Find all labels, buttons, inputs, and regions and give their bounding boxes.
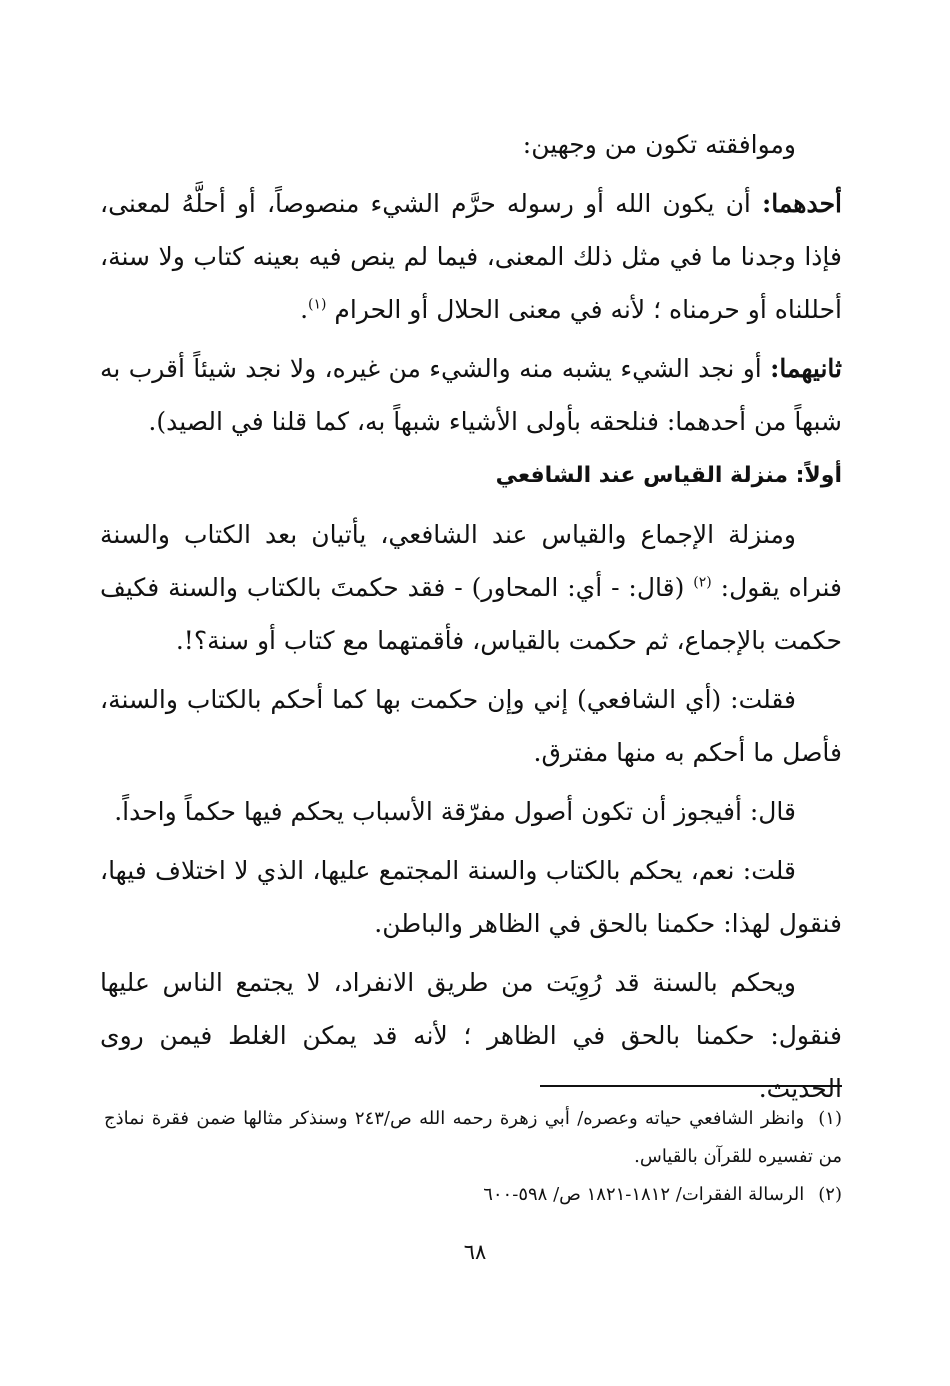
second-point-paragraph xyxy=(100,342,842,448)
intro-paragraph: وموافقته تكون من وجهين: xyxy=(522,130,796,159)
footnote-divider xyxy=(540,1085,842,1087)
footnote-1-text: وانظر الشافعي حياته وعصره/ أبي زهرة رحمه الله ص/٢٤٣ وسنذكر مثالها ضمن فقرة نماذج من تفسيره للقرآن بالقياس. xyxy=(104,1108,842,1167)
footnotes xyxy=(104,1100,842,1214)
page-number: ٦٨ xyxy=(463,1240,487,1264)
paragraph-ijma-qiyas xyxy=(100,508,842,667)
first-point-text: أن يكون الله أو رسوله حرَّم الشيء منصوصاً، أو أحلَّهُ لمعنى، فإذا وجدنا ما في مثل ذلك المعنى، فيما لم ينص فيه بعينه كتاب ولا سنة، أحللناه أو حرمناه ؛ لأنه في معنى الحلال أو الحرام xyxy=(100,189,842,324)
footnote-2-text: الرسالة الفقرات/ ١٨١٢-١٨٢١ ص/ ٥٩٨-٦٠٠ xyxy=(483,1184,805,1205)
second-point-text: أو نجد الشيء يشبه منه والشيء من غيره، ولا نجد شيئاً أقرب به شبهاً من أحدهما: فنلحقه بأولى الأشياء شبهاً به، كما قلنا في الصيد). xyxy=(100,354,842,436)
paragraph-ijma-qiyas-after: (قال: - أي: المحاور) - فقد حكمتَ بالكتاب والسنة فكيف حكمت بالإجماع، ثم حكمت بالقياس، فأقمتهما مع كتاب أو سنة؟!. xyxy=(100,573,842,655)
paragraph-ijma-qiyas-before: ومنزلة الإجماع والقياس عند الشافعي، يأتيان بعد الكتاب والسنة فنراه يقول: xyxy=(100,520,842,602)
footnote-ref-2: (٢) xyxy=(693,574,712,591)
footnote-1-number: (١) xyxy=(818,1108,842,1129)
footnote-2 xyxy=(104,1176,842,1214)
first-point-lead: أحدهما: xyxy=(761,189,842,218)
page-body xyxy=(100,118,842,1121)
footnote-2-number: (٢) xyxy=(818,1184,842,1205)
second-point-lead: ثانيهما: xyxy=(770,354,842,383)
paragraph-answer: قلت: نعم، يحكم بالكتاب والسنة المجتمع عليها، الذي لا اختلاف فيها، فنقول لهذا: حكمنا بالحق في الظاهر والباطن. xyxy=(100,856,842,938)
first-point-paragraph xyxy=(100,177,842,336)
paragraph-question: قال: أفيجوز أن تكون أصول مفرّقة الأسباب يحكم فيها حكماً واحداً. xyxy=(114,797,796,826)
first-point-end: . xyxy=(300,295,309,324)
paragraph-sunnah-single: ويحكم بالسنة قد رُوِيَت من طريق الانفراد، لا يجتمع الناس عليها فنقول: حكمنا بالحق في الظاهر ؛ لأنه قد يمكن الغلط فيمن روى الحديث. xyxy=(100,968,842,1103)
paragraph-shafii-reply: فقلت: (أي الشافعي) إني وإن حكمت بها كما أحكم بالكتاب والسنة، فأصل ما أحكم به منها مفترق. xyxy=(100,685,842,767)
footnote-1 xyxy=(104,1100,842,1176)
footnote-ref-1: (١) xyxy=(308,296,327,313)
section-heading: أولاً: منزلة القياس عند الشافعي xyxy=(495,463,842,488)
